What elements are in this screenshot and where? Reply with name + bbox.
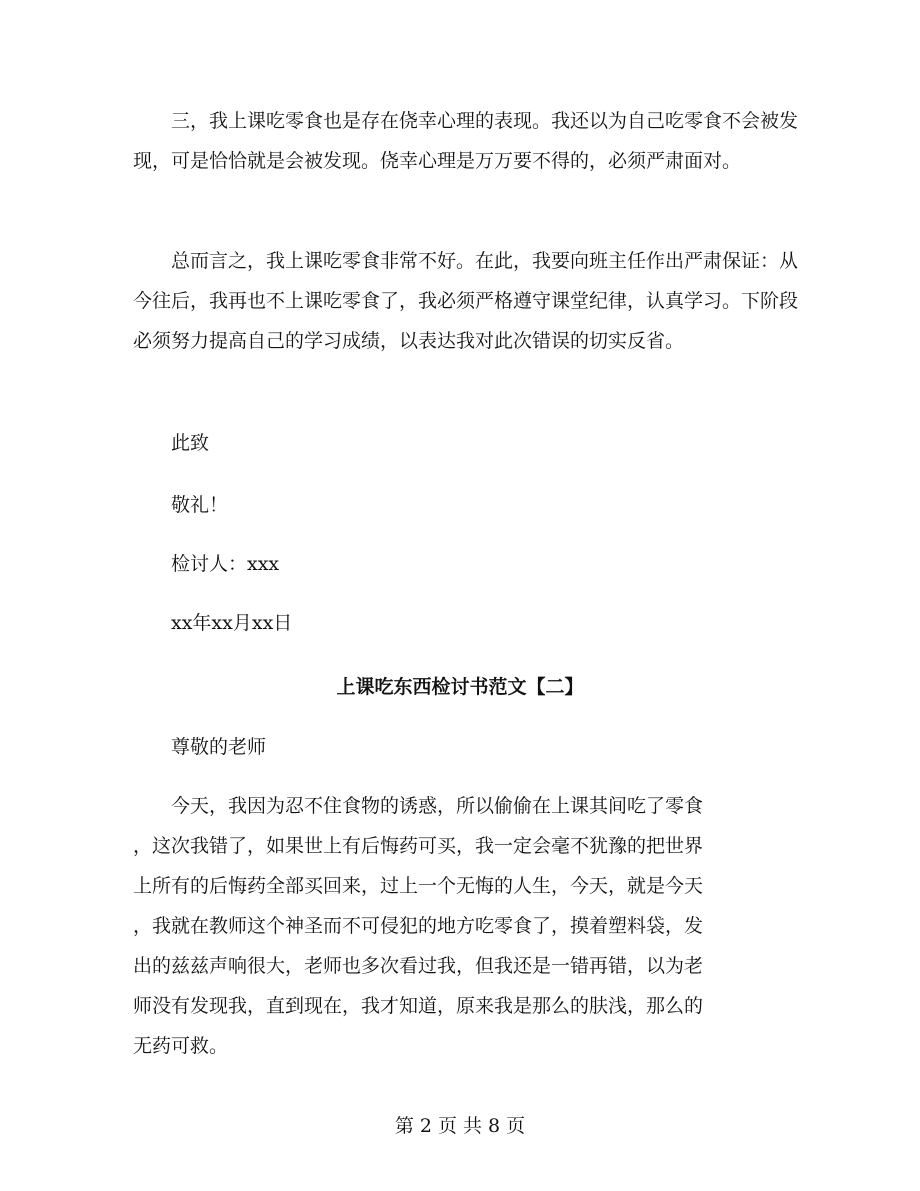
paragraph-conclusion: 总而言之，我上课吃零食非常不好。在此，我要向班主任作出严肃保证：从今往后，我再也不上课吃零食了，我必须严格遵守课堂纪律，认真学习。下阶段必须努力提高自己的学习成绩，以表达我对此次错误的切实反省。 <box>133 250 799 352</box>
date-line: xx年xx月xx日 <box>171 612 293 634</box>
section-heading: 上课吃东西检讨书范文【二】 <box>336 676 584 698</box>
greeting-line: 尊敬的老师 <box>171 736 267 758</box>
body-line: 无药可救。 <box>133 1035 229 1057</box>
body-line: 上所有的后悔药全部买回来，过上一个无悔的人生，今天，就是今天 <box>133 875 704 897</box>
closing-salutation-1: 此致 <box>171 432 210 454</box>
body-line: ，这次我错了，如果世上有后悔药可买，我一定会毫不犹豫的把世界 <box>133 835 704 857</box>
body-line: 出的兹兹声响很大，老师也多次看过我，但我还是一错再错，以为老 <box>133 955 704 977</box>
page-indicator: 第 2 页 共 8 页 <box>394 1115 526 1137</box>
body-line: ，我就在教师这个神圣而不可侵犯的地方吃零食了，摸着塑料袋，发 <box>133 915 704 937</box>
body-line: 今天，我因为忍不住食物的诱惑，所以偷偷在上课其间吃了零食 <box>171 795 704 817</box>
body-line: 师没有发现我，直到现在，我才知道，原来我是那么的肤浅，那么的 <box>133 995 704 1017</box>
paragraph-point-three: 三，我上课吃零食也是存在侥幸心理的表现。我还以为自己吃零食不会被发现，可是恰恰就是会被发现。侥幸心理是万万要不得的，必须严肃面对。 <box>133 110 799 172</box>
signature-line: 检讨人：xxx <box>171 553 280 575</box>
closing-salutation-2: 敬礼！ <box>171 494 229 516</box>
